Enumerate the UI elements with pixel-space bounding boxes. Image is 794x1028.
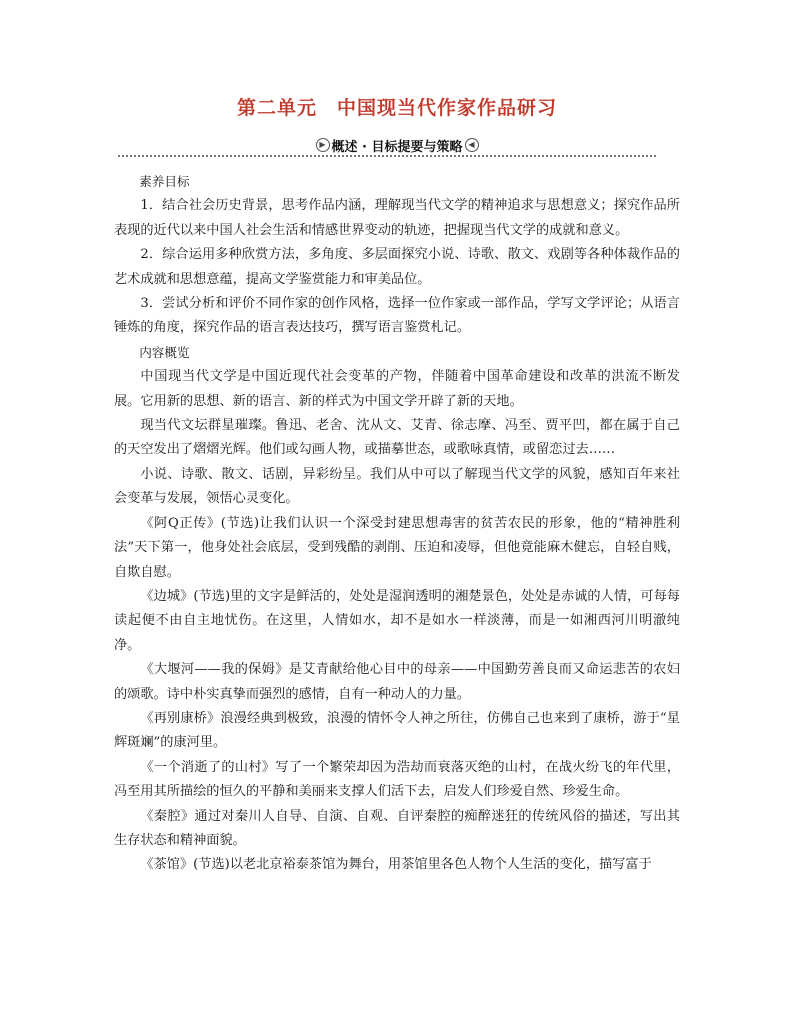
work-paragraph-qin-qiang: 《秦腔》通过对秦川人自导、自演、自观、自评秦腔的痴醉迷狂的传统风俗的描述，写出其生存状态和精神面貌。 xyxy=(114,808,680,848)
content-body xyxy=(114,170,680,878)
overview-heading: 内容概览 xyxy=(139,344,190,360)
goal-item-1: 1．结合社会历史背景，思考作品内涵，理解现当代文学的精神追求与思想意义；探究作品所表现的近代以来中国人社会生活和情感世界变动的轨迹，把握现当代文学的成就和意义。 xyxy=(114,198,680,238)
overview-paragraph-2: 现当代文坛群星璀璨。鲁迅、老舍、沈从文、艾青、徐志摩、冯至、贾平凹，都在属于自己的天空发出了熠熠光辉。他们或勾画人物，或描摹世态，或歌咏真情，或留恋过去…… xyxy=(114,418,680,458)
goals-heading: 素养目标 xyxy=(139,174,190,189)
work-paragraph-kang-qiao: 《再别康桥》浪漫经典到极致，浪漫的情怀令人神之所往，仿佛自己也来到了康桥，游于“星辉斑斓”的康河里。 xyxy=(114,710,680,751)
goal-item-2: 2．综合运用多种欣赏方法，多角度、多层面探究小说、诗歌、散文、戏剧等各种体裁作品的艺术成就和思想意蕴，提高文学鉴赏能力和审美品位。 xyxy=(114,247,680,287)
work-paragraph-a-q: 《阿Q正传》(节选)让我们认识一个深受封建思想毒害的贫苦农民的形象，他的“精神胜利法”天下第一，他身处社会底层，受到残酷的剥削、压迫和凌辱，但他竟能麻木健忘，自轻自贱，自欺自慰。 xyxy=(114,515,680,580)
work-paragraph-shan-cun: 《一个消逝了的山村》写了一个繁荣却因为浩劫而衰落灭绝的山村，在战火纷飞的年代里，冯至用其所描绘的恒久的平静和美丽来支撑人们活下去，启发人们珍爱自然、珍爱生命。 xyxy=(114,759,680,800)
play-right-icon: ▶ xyxy=(316,138,330,152)
work-paragraph-da-yan-he: 《大堰河——我的保姆》是艾青献给他心目中的母亲——中国勤劳善良而又命运悲苦的农妇的颂歌。诗中朴实真挚而强烈的感情，自有一种动人的力量。 xyxy=(114,662,680,702)
goal-item-3: 3．尝试分析和评价不同作家的创作风格，选择一位作家或一部作品，学写文学评论；从语言锤炼的角度，探究作品的语言表达技巧，撰写语言鉴赏札记。 xyxy=(114,296,680,336)
work-paragraph-bian-cheng: 《边城》(节选)里的文字是鲜活的，处处是湿润透明的湘楚景色，处处是赤诚的人情，可每每读起便不由自主地忧伤。在这里，人情如水，却不是如水一样淡薄，而是一如湘西河川明澈纯净。 xyxy=(114,588,680,653)
play-left-icon: ◀ xyxy=(465,138,479,152)
overview-paragraph-1: 中国现当代文学是中国近现代社会变革的产物，伴随着中国革命建设和改革的洪流不断发展。它用新的思想、新的语言、新的样式为中国文学开辟了新的天地。 xyxy=(114,369,680,409)
dotted-divider xyxy=(118,155,656,157)
work-paragraph-cha-guan: 《茶馆》(节选)以老北京裕泰茶馆为舞台，用茶馆里各色人物个人生活的变化，描写富于 xyxy=(140,857,652,873)
section-title: 概述 · 目标提要与策略 xyxy=(331,139,463,155)
overview-paragraph-3: 小说、诗歌、散文、话剧，异彩纷呈。我们从中可以了解现当代文学的风貌，感知百年来社会变革与发展，领悟心灵变化。 xyxy=(114,466,680,507)
section-banner xyxy=(0,135,794,155)
section-banner-inner xyxy=(316,136,479,155)
unit-title: 第二单元 中国现当代作家作品研习 xyxy=(236,97,557,119)
